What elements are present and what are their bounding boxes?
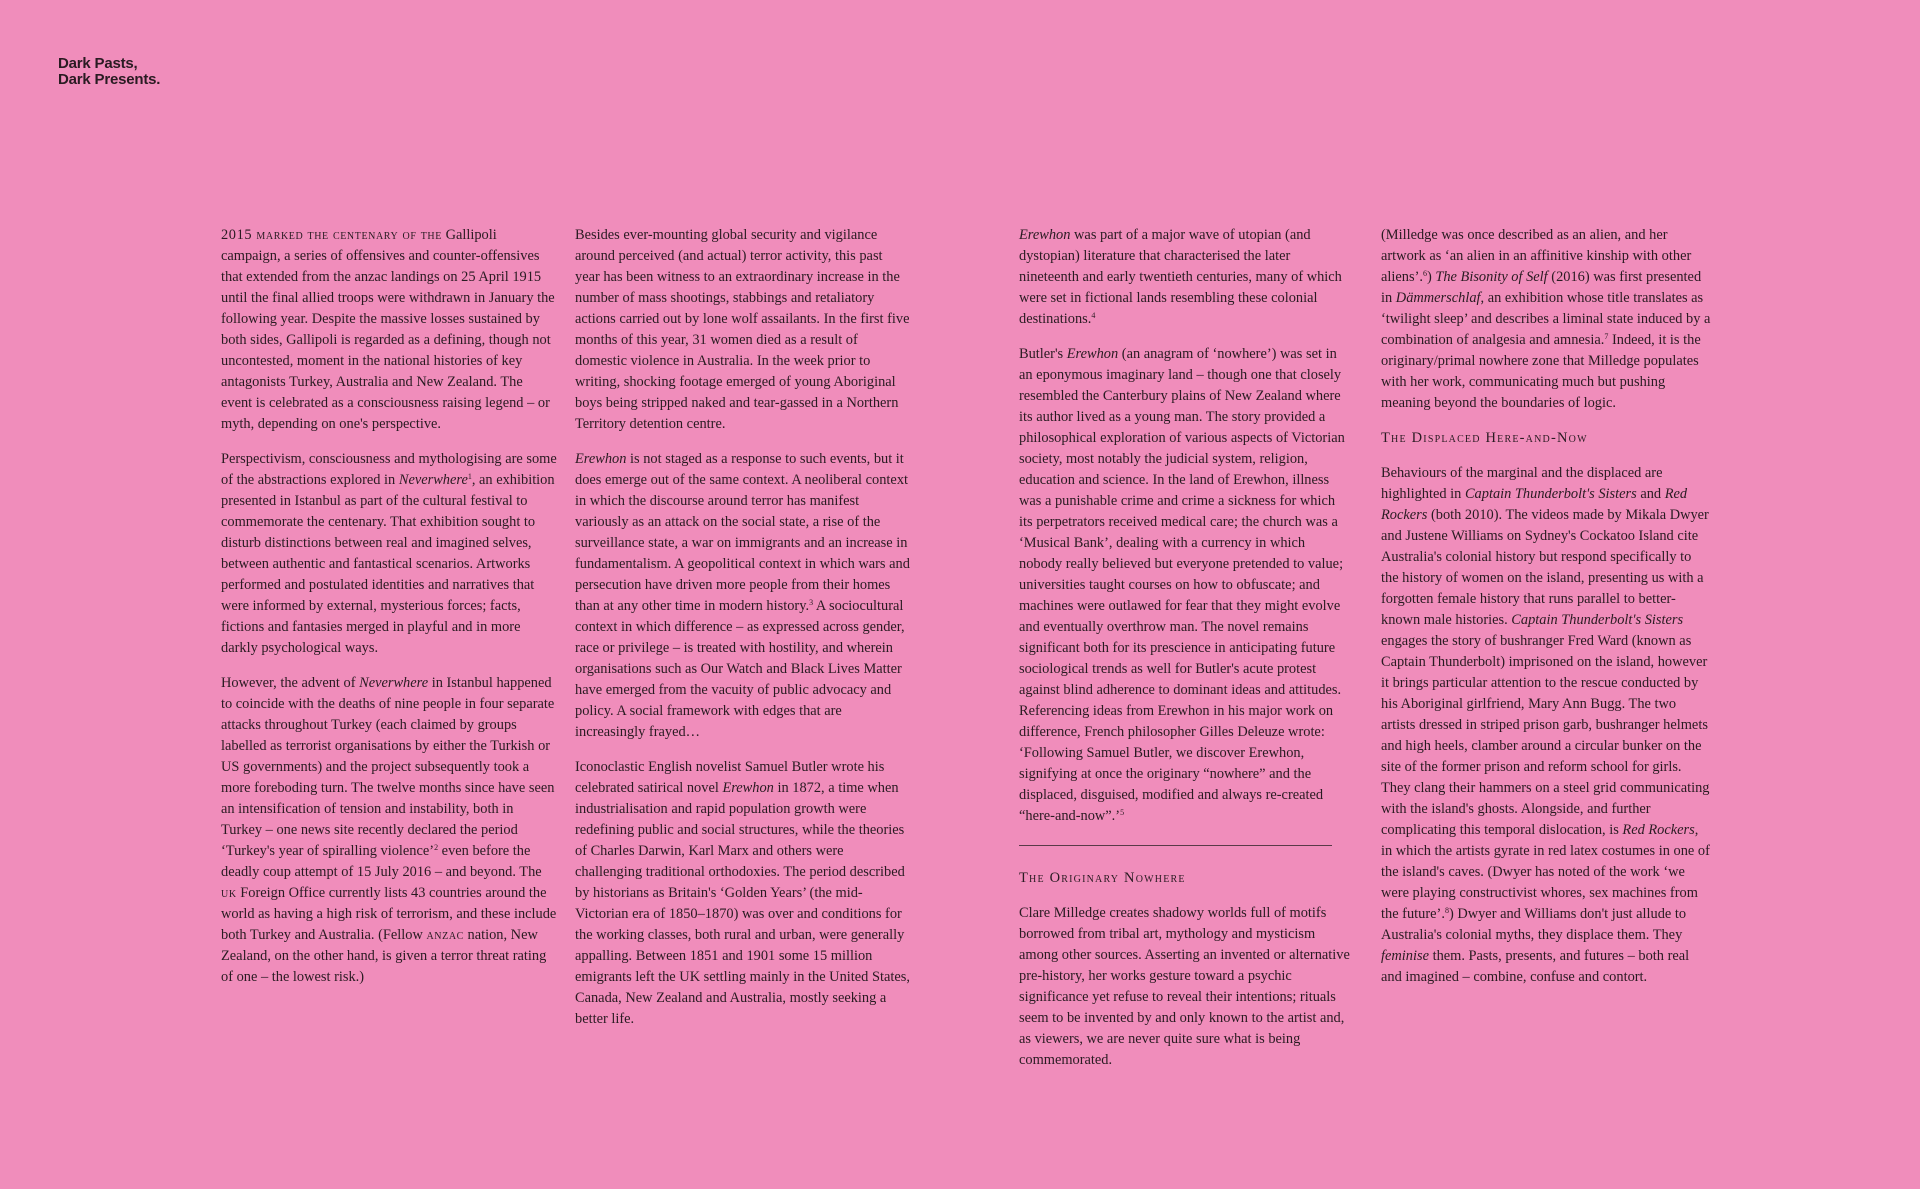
text-column-4 xyxy=(1381,225,1712,1002)
section-divider xyxy=(1019,845,1332,846)
text-column-3 xyxy=(1019,225,1350,1085)
title-line-1: Dark Pasts, xyxy=(58,55,138,72)
paragraph: However, the advent of Neverwhere in Istanbul happened to coincide with the deaths of nine people in four separate attacks throughout Turkey (each claimed by groups labelled as terrorist organisations by either the Turkish or US governments) and the project subsequently took a more foreboding turn. The twelve months since have seen an intensification of tension and instability, both in Turkey – one news site recently declared the period ‘Turkey's year of spiralling violence’$^2$ even before the deadly coup attempt of 15 July 2016 – and beyond. The uk Foreign Office currently lists 43 countries around the world as having a high risk of terrorism, and these include both Turkey and Australia. (Fellow anzac nation, New Zealand, on the other hand, is given a terror threat rating of one – the lowest risk.) xyxy=(221,675,557,985)
text-column-2 xyxy=(575,225,910,1044)
title-line-2: Dark Presents. xyxy=(58,71,161,88)
paragraph: Behaviours of the marginal and the displaced are highlighted in Captain Thunderbolt's Sisters and Red Rockers (both 2010). The videos made by Mikala Dwyer and Justene Williams on Sydney's Cockatoo Island cite Australia's colonial history but respond specifically to the history of women on the island, presenting us with a forgotten female history that runs parallel to better-known male histories. Captain Thunderbolt's Sisters engages the story of bushranger Fred Ward (known as Captain Thunderbolt) imprisoned on the island, however it brings particular attention to the rescue conducted by his Aboriginal girlfriend, Mary Ann Bugg. The two artists dressed in striped prison garb, bushranger helmets and high heels, clamber around a circular bunker on the site of the former prison and reform school for girls. They clang their hammers on a steel grid communicating with the island's ghosts. Alongside, and further complicating this temporal dislocation, is Red Rockers, in which the artists gyrate in red latex costumes in one of the island's caves. (Dwyer has noted of the work ‘we were playing constructivist whores, sex machines from the future’.$^8$) Dwyer and Williams don't just allude to Australia's colonial myths, they displace them. They feminise them. Pasts, presents, and futures – both real and imagined – combine, confuse and contort. xyxy=(1381,465,1710,985)
paragraph: Clare Milledge creates shadowy worlds full of motifs borrowed from tribal art, mythology and mysticism among other sources. Asserting an invented or alternative pre-history, her works gesture toward a psychic significance yet refuse to reveal their intentions; rituals seem to be invented by and only known to the artist and, as viewers, we are never quite sure what is being commemorated. xyxy=(1019,905,1350,1068)
paragraph: Erewhon was part of a major wave of utopian (and dystopian) literature that characterised the later nineteenth and early twentieth centuries, many of which were set in fictional lands resembling these colonial destinations.$^4$ xyxy=(1019,227,1342,327)
paragraph: Besides ever-mounting global security and vigilance around perceived (and actual) terror activity, this past year has been witness to an extraordinary increase in the number of mass shootings, stabbings and retaliatory actions carried out by lone wolf assailants. In the first five months of this year, 31 women died as a result of domestic violence in Australia. In the week prior to writing, shocking footage emerged of young Aboriginal boys being stripped naked and tear-gassed in a Northern Territory detention centre. xyxy=(575,227,910,432)
publication-title xyxy=(58,56,160,88)
paragraph: Butler's Erewhon (an anagram of ‘nowhere’) was set in an eponymous imaginary land – though one that closely resembled the Canterbury plains of New Zealand where its author lived as a young man. The story provided a philosophical exploration of various aspects of Victorian society, most notably the judicial system, religion, education and science. In the land of Erewhon, illness was a punishable crime and crime a sickness for which its perpetrators received medical care; the church was a ‘Musical Bank’, dealing with a currency in which nobody really believed but everyone pretended to value; universities taught courses on how to obfuscate; and machines were outlawed for fear that they might evolve and eventually overthrow man. The novel remains significant both for its prescience in anticipating future sociological trends as well for Butler's acute protest against blind adherence to dominant ideas and attitudes. Referencing ideas from Erewhon in his major work on difference, French philosopher Gilles Deleuze wrote: ‘Following Samuel Butler, we discover Erewhon, signifying at once the originary “nowhere” and the displaced, disguised, modified and always re-created “here-and-now”.’$^5$ xyxy=(1019,346,1345,824)
paragraph: Iconoclastic English novelist Samuel Butler wrote his celebrated satirical novel Erewhon in 1872, a time when industrialisation and rapid population growth were redefining public and social structures, while the theories of Charles Darwin, Karl Marx and others were challenging traditional orthodoxies. The period described by historians as Britain's ‘Golden Years’ (the mid-Victorian era of 1850–1870) was over and conditions for the working classes, both rural and urban, were generally appalling. Between 1851 and 1901 some 15 million emigrants left the UK settling mainly in the United States, Canada, New Zealand and Australia, mostly seeking a better life. xyxy=(575,759,910,1027)
paragraph: Erewhon is not staged as a response to such events, but it does emerge out of the same context. A neoliberal context in which the discourse around terror has manifest variously as an attack on the social state, a rise of the surveillance state, a war on immigrants and an increase in fundamentalism. A geopolitical context in which wars and persecution have driven more people from their homes than at any other time in modern history.$^3$ A sociocultural context in which difference – as expressed across gender, race or privilege – is treated with hostility, and wherein organisations such as Our Watch and Black Lives Matter have emerged from the vacuity of public advocacy and policy. A social framework with edges that are increasingly frayed… xyxy=(575,451,910,740)
section-heading: The Originary Nowhere xyxy=(1019,870,1186,886)
text-column-1 xyxy=(221,225,557,1002)
section-heading: The Displaced Here-and-Now xyxy=(1381,430,1588,446)
paragraph: 2015 marked the centenary of the Gallipoli campaign, a series of offensives and counter-offensives that extended from the anzac landings on 25 April 1915 until the final allied troops were withdrawn in January the following year. Despite the massive losses sustained by both sides, Gallipoli is regarded as a defining, though not uncontested, moment in the national histories of key antagonists Turkey, Australia and New Zealand. The event is celebrated as a consciousness raising legend – or myth, depending on one's perspective. xyxy=(221,227,555,432)
paragraph: (Milledge was once described as an alien, and her artwork as ‘an alien in an affinitive kinship with other aliens’.$^6$) The Bisonity of Self (2016) was first presented in Dämmerschlaf, an exhibition whose title translates as ‘twilight sleep’ and describes a liminal state induced by a combination of analgesia and amnesia.$^7$ Indeed, it is the originary/primal nowhere zone that Milledge populates with her work, communicating much but pushing meaning beyond the boundaries of logic. xyxy=(1381,227,1711,411)
paragraph: Perspectivism, consciousness and mythologising are some of the abstractions explored in Neverwhere$^1$, an exhibition presented in Istanbul as part of the cultural festival to commemorate the centenary. That exhibition sought to disturb distinctions between real and imagined selves, between authentic and fantastical scenarios. Artworks performed and postulated identities and narratives that were informed by external, mysterious forces; facts, fictions and fantasies merged in playful and in more darkly psychological ways. xyxy=(221,451,557,656)
